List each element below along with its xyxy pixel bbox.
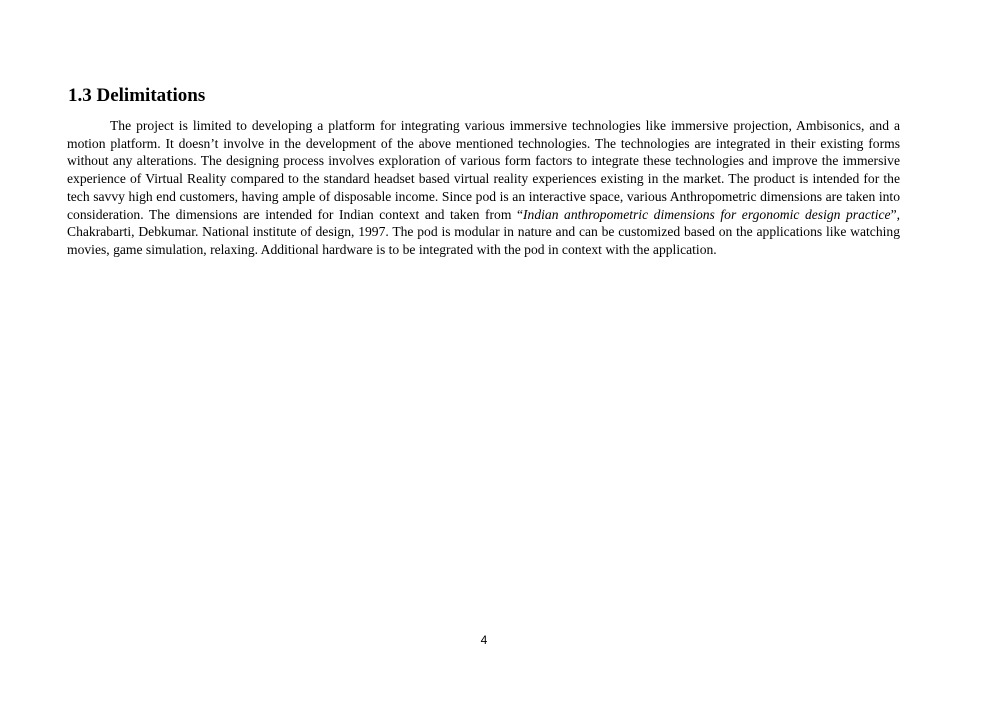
body-paragraph	[67, 117, 900, 259]
section-heading: 1.3 Delimitations	[68, 85, 206, 106]
page-number: 4	[480, 633, 488, 647]
paragraph-text-part1: The project is limited to developing a platform for integrating various immersive technologies like immersive projection, Ambisonics, and a motion platform. It doesn’t involve in the development of the above mentioned technologies. The technologies are integrated in their existing forms without any alterations. The designing process involves exploration of various form factors to integrate these technologies and improve the immersive experience of Virtual Reality compared to the standard headset based virtual reality experiences existing in the market. The product is intended for the tech savvy high end customers, having ample of disposable income. Since pod is an interactive space, various Anthropometric dimensions are taken into consideration. The dimensions are intended for Indian context and taken from “	[67, 118, 900, 222]
citation-title: Indian anthropometric dimensions for ergonomic design practice	[523, 206, 891, 222]
paragraph-text-part2: ”, Chakrabarti, Debkumar. National institute of design, 1997. The pod is modular in nature and can be customized based on the applications like watching movies, game simulation, relaxing. Additional hardware is to be integrated with the pod in context with the application.	[67, 206, 900, 257]
